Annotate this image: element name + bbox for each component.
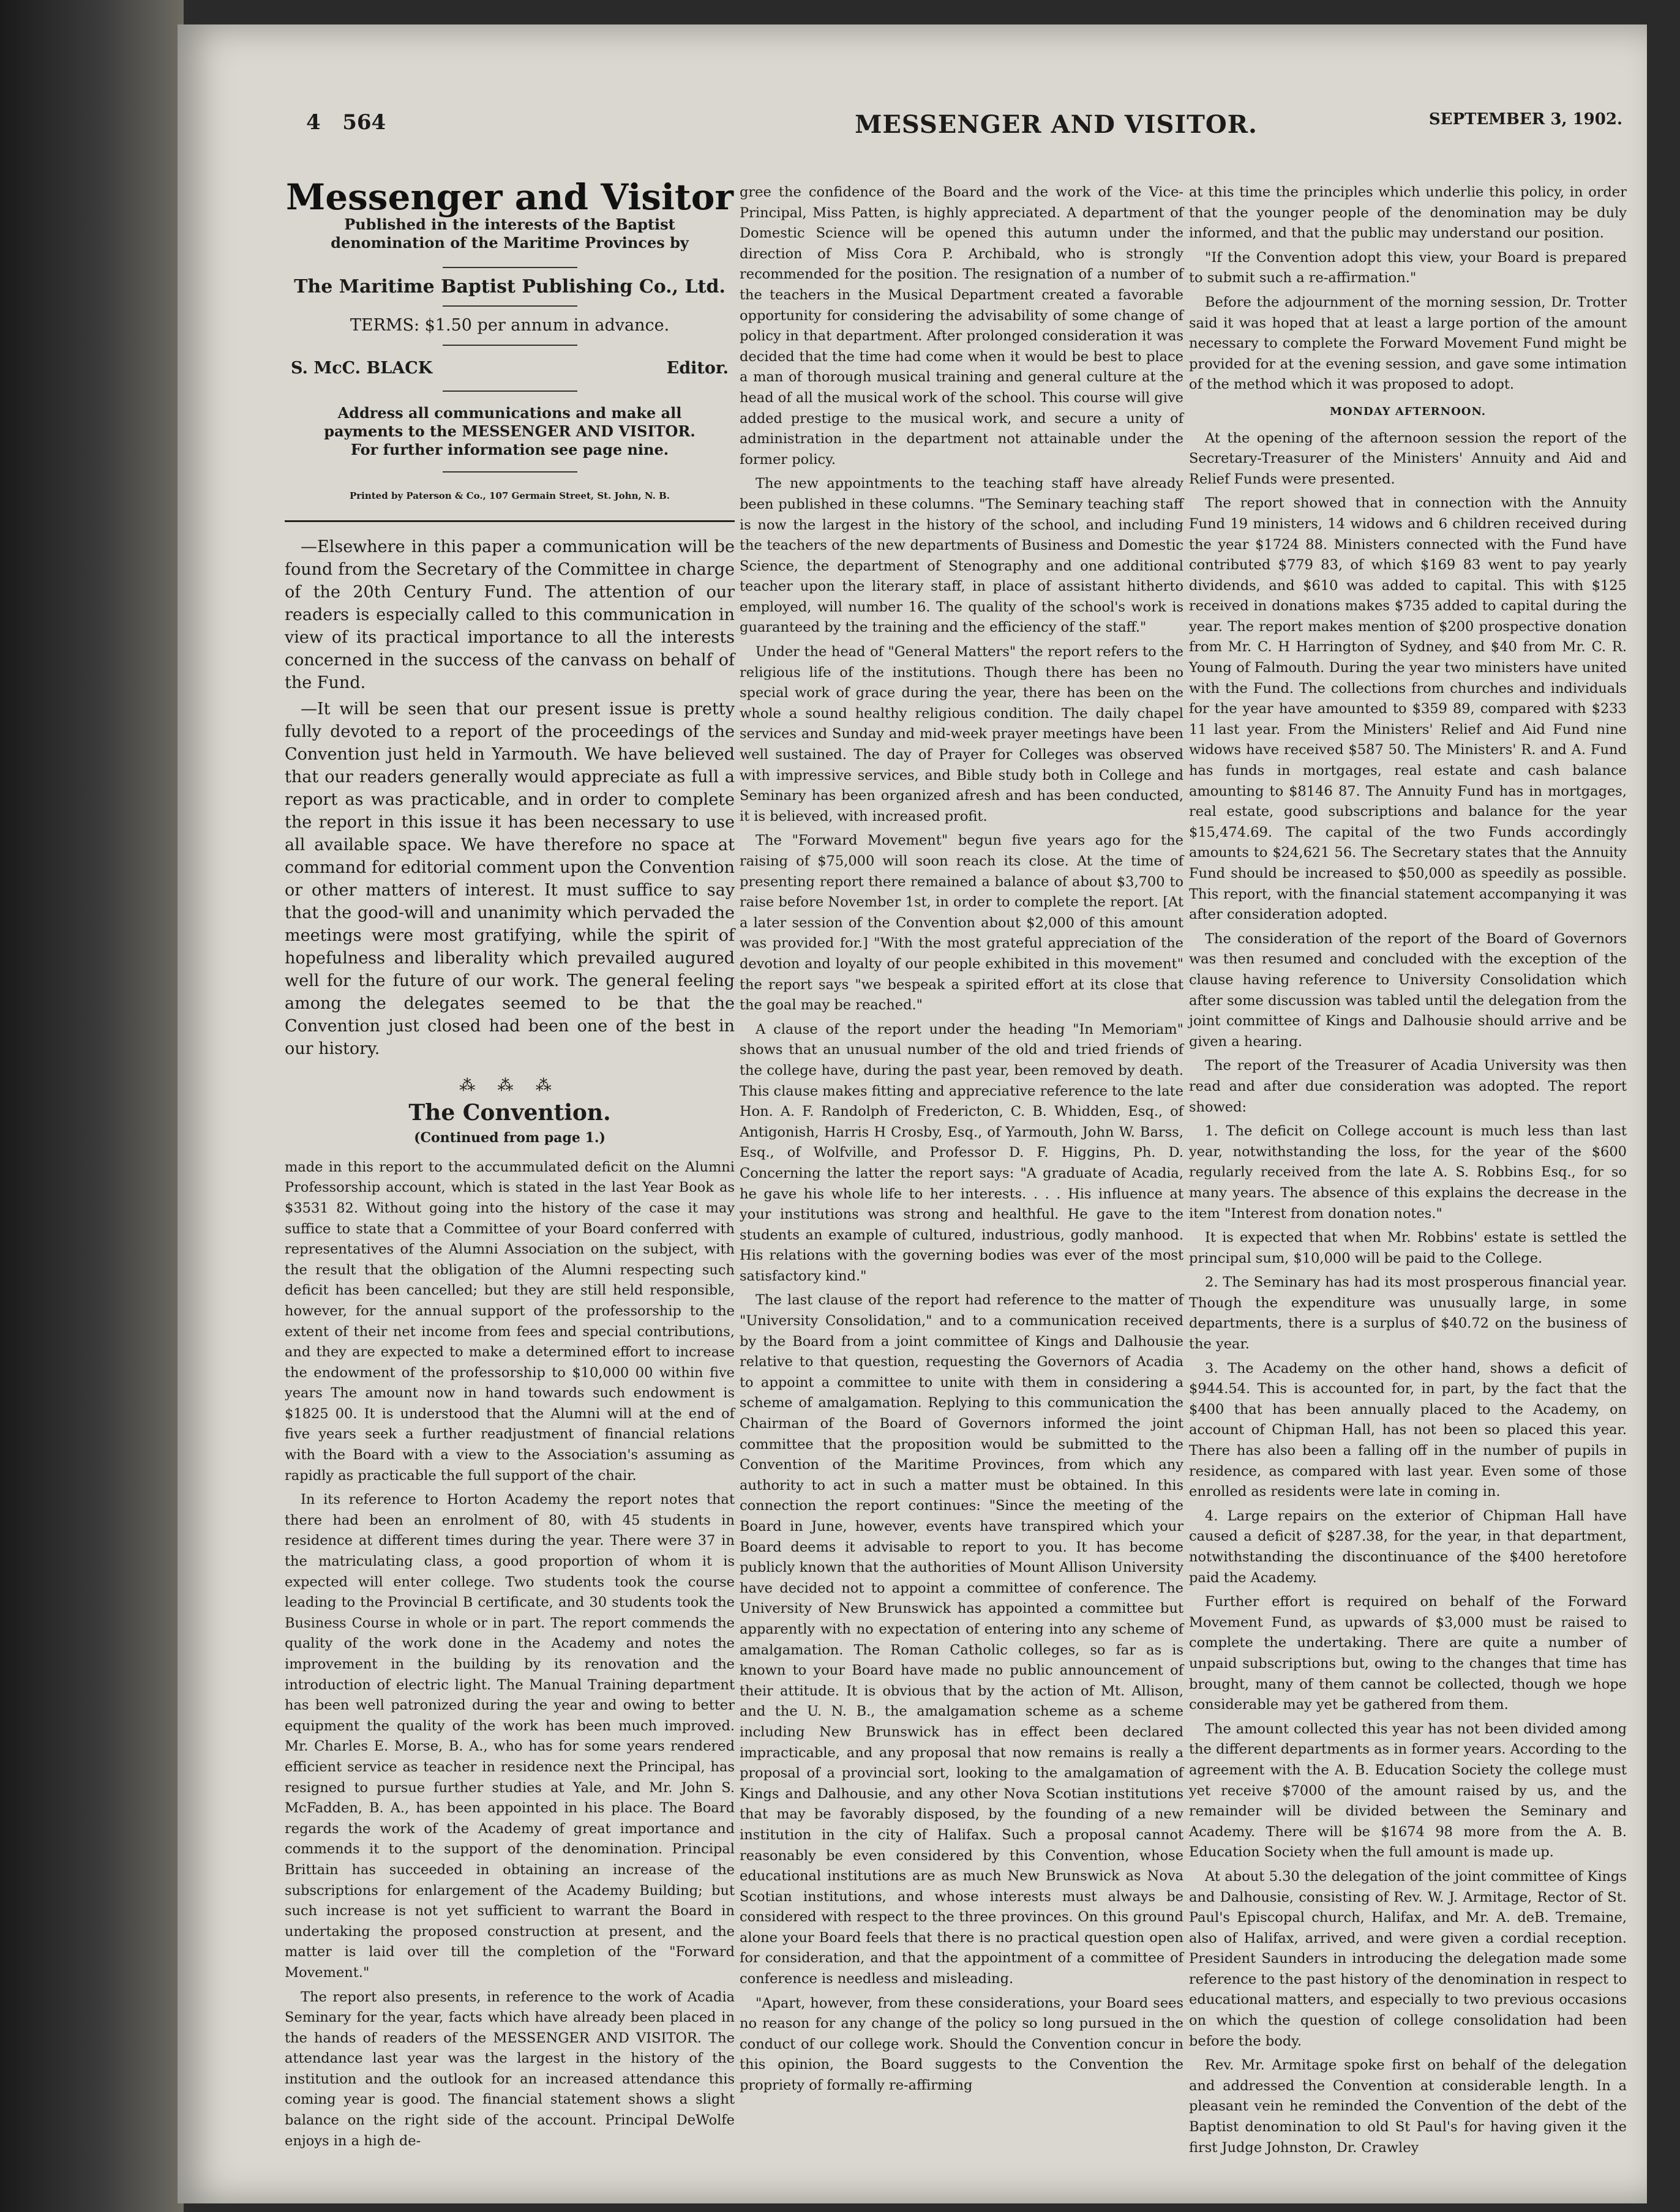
divider xyxy=(443,305,577,307)
article-paragraph: The amount collected this year has not been divided among the different departments as in former years. According to the agreement with the A. B. Education Society the college must yet receive $7000 of the amount raised by us, and the remainder will be divided between the Seminary and Academy. There will be $1674 98 more from the A. B. Education Society when the full amount is made up. xyxy=(1189,1721,1627,1861)
running-title: MESSENGER AND VISITOR. xyxy=(855,110,1258,139)
editorial-paragraph: —It will be seen that our present issue is pretty fully devoted to a report of the proceedings of the Convention just held in Yarmouth. We have believed that our readers generally would appreciate as full a report as was practicable, and in order to complete the report in this issue it has been necessary to use all available space. We have therefore no space at command for editorial comment upon the Convention or other matters of interest. It must suffice to say that the good-will and unanimity which pervaded the meetings were most gratifying, while the spirit of hopefulness and liberality which prevailed augured well for the future of our work. The general feeling among the delegates seemed to be that the Convention just closed had been one of the best in our history. xyxy=(285,699,735,1058)
masthead-title: Messenger and Visitor xyxy=(286,176,733,218)
issue-date: SEPTEMBER 3, 1902. xyxy=(1428,110,1622,129)
editor-line xyxy=(291,358,729,379)
page-number: 4 564 xyxy=(306,110,386,135)
divider xyxy=(443,267,577,268)
report-item: 1. The deficit on College account is much less than last year, notwithstanding the loss, for the year of the $600 regularly received from the late A. S. Robbins Esq., for so many years. The absence of this explains the decrease in the item "Interest from donation notes." xyxy=(1189,1123,1627,1222)
divider xyxy=(285,520,735,522)
report-item: 4. Large repairs on the exterior of Chipman Hall have caused a deficit of $287.38, for the year, in that department, notwithstanding the discontinuance of the $400 heretofore paid the Academy. xyxy=(1189,1508,1627,1586)
article-paragraph: Under the head of "General Matters" the report refers to the religious life of the institutions. Though there has been no special work of grace during the year, there has been on the whole a sound healthy religious condition. The daily chapel services and Sunday and mid-week prayer meetings have been well sustained. The day of Prayer for Colleges was observed with impressive services, and Bible study both in College and Seminary has been organized afresh and has been conducted, it is believed, with increased profit. xyxy=(740,644,1183,824)
editor-title: Editor. xyxy=(666,358,729,378)
address-notice: Address all communications and make all payments to the MESSENGER AND VISITOR. For further information see page nine. xyxy=(303,404,716,459)
article-paragraph: In its reference to Horton Academy the report notes that there had been an enrolment of 80, with 45 students in residence at different times during the year. There were 37 in the matriculating class, a good proportion of whom it is expected will enter college. Two students took the course leading to the Provincial B certificate, and 30 students took the Business Course in whole or in part. The report commends the quality of the work done in the Academy and notes the improvement in the building by its renovation and the introduction of electric light. The Manual Training department has been well patronized during the year and owing to better equipment the quality of the work has been much improved. Mr. Charles E. Morse, B. A., who has for some years rendered efficient service as teacher in residence next the Principal, has resigned to pursue further studies at Yale, and Mr. John S. McFadden, B. A., has been appointed in his place. The Board regards the work of the Academy of great importance and commends it to the support of the denomination. Principal Brittain has succeeded in obtaining an increase of the subscriptions for enlargement of the Academy Building; but such increase is not yet sufficient to warrant the Board in undertaking the proposed construction at present, and the matter is laid over till the completion of the "Forward Movement." xyxy=(285,1492,735,1981)
continued-note: (Continued from page 1.) xyxy=(414,1130,606,1146)
article-paragraph: At about 5.30 the delegation of the joint committee of Kings and Dalhousie, consisting of Rev. W. J. Armitage, Rector of St. Paul's Episcopal church, Halifax, and Mr. A. deB. Tremaine, also of Halifax, arrived, and were given a cordial reception. President Saunders in introducing the delegation made some reference to the past history of the denomination in respect to educational matters, and especially to two previous occasions on which the question of college consolidation had been before the body. xyxy=(1189,1868,1627,2049)
article-paragraph: "If the Convention adopt this view, your Board is prepared to submit such a re-affirmation." xyxy=(1189,249,1627,286)
article-paragraph: The new appointments to the teaching staff have already been published in these columns. "The Seminary teaching staff is now the largest in the history of the school, and including the teachers of the new departments of Business and Domestic Science, the department of Stenography and one additional teacher upon the literary staff, in place of assistant hitherto employed, will number 16. The quality of the school's work is guaranteed by the training and the efficiency of the staff." xyxy=(740,476,1183,636)
article-paragraph: Further effort is required on behalf of the Forward Movement Fund, as upwards of $3,000 must be raised to complete the undertaking. There are quite a number of unpaid subscriptions but, owing to the changes that time has brought, many of them cannot be collected, though we hope considerable may yet be gathered from them. xyxy=(1189,1594,1627,1713)
article-paragraph: Rev. Mr. Armitage spoke first on behalf of the delegation and addressed the Convention at considerable length. In a pleasant vein he reminded the Convention of the debt of the Baptist denomination to old St Paul's for having given it the first Judge Johnston, Dr. Crawley xyxy=(1189,2057,1627,2156)
divider xyxy=(443,345,577,346)
publisher-name: The Maritime Baptist Publishing Co., Ltd. xyxy=(294,275,726,297)
subheading: MONDAY AFTERNOON. xyxy=(1329,405,1487,418)
section-title: The Convention. xyxy=(408,1099,611,1126)
article-paragraph: gree the confidence of the Board and the work of the Vice-Principal, Miss Patten, is highly appreciated. A department of Domestic Science will be opened this autumn under the direction of Miss Cora P. Archibald, who is strongly recommended for the position. The resignation of a number of the teachers in the Musical Department created a favorable opportunity for considering the advisability of some change of policy in that department. After prolonged consideration it was decided that the time had come when it would be best to place a man of thorough musical training and general culture at the head of all the musical work of the school. This course will give added prestige to the musical work, and secure a unity of administration in the department not attainable under the former policy. xyxy=(740,184,1183,468)
divider xyxy=(443,390,577,392)
report-item: 2. The Seminary has had its most prosperous financial year. Though the expenditure was unusually large, in some departments, there is a surplus of $40.72 on the business of the year. xyxy=(1189,1274,1627,1353)
article-paragraph: at this time the principles which underlie this policy, in order that the younger people of the denomination may be duly informed, and that the public may understand our position. xyxy=(1189,184,1627,242)
ornament: ⁂ ⁂ ⁂ xyxy=(459,1076,560,1095)
editorial-paragraph: —Elsewhere in this paper a communication will be found from the Secretary of the Committee in charge of the 20th Century Fund. The attention of our readers is especially called to this communication in view of its practical importance to all the interests concerned in the success of the canvass on behalf of the Fund. xyxy=(285,537,735,692)
article-paragraph: The last clause of the report had reference to the matter of "University Consolidation," and to a communication received by the Board from a joint committee of Kings and Dalhousie relative to that question, requesting the Governors of Acadia to appoint a committee to unite with them in considering a scheme of amalgamation. Replying to this communication the Chairman of the Board of Governors informed the joint committee that the proposition would be submitted to the Convention of the Maritime Provinces, from which any authority to act in such a matter must be obtained. In this connection the report continues: "Since the meeting of the Board in June, however, events have transpired which your Board deems it advisable to report to you. It has become publicly known that the authorities of Mount Allison University have decided not to appoint a committee of conference. The University of New Brunswick has appointed a committee but apparently with no expectation of entering into any scheme of amalgamation. The Roman Catholic colleges, so far as is known to your Board have made no public announcement of their attitude. It is obvious that by the action of Mt. Allison, and the U. N. B., the amalgamation scheme as a scheme including New Brunswick has in effect been declared impracticable, and any proposal that now remains is really a proposal of a provincial sort, looking to the amalgamation of Kings and Dalhousie, and any other Nova Scotian institutions that may be favorably disposed, by the founding of a new institution in the city of Halifax. Such a proposal cannot reasonably be even considered by this Convention, whose educational institutions are as much New Brunswick as Nova Scotian institutions, and whose interests must always be considered with respect to the three provinces. On this ground alone your Board feels that there is no practical question open for consideration, and that the appointment of a committee of conference is needless and misleading. xyxy=(740,1292,1183,1987)
printer-notice: Printed by Paterson & Co., 107 Germain Street, St. John, N. B. xyxy=(349,490,670,502)
article-paragraph: A clause of the report under the heading "In Memoriam" shows that an unusual number of the old and tried friends of the college have, during the past year, been removed by death. This clause makes fitting and appreciative reference to the late Hon. A. F. Randolph of Fredericton, C. B. Whidden, Esq., of Antigonish, Harris H Crosby, Esq., of Yarmouth, John W. Barss, Esq., of Wolfville, and Professor D. F. Higgins, Ph. D. Concerning the latter the report says: "A graduate of Acadia, he gave his whole life to her interests. . . . His influence at your institutions was strong and healthful. He gave to the students an example of cultured, industrious, godly manhood. His relations with the governing bodies was ever of the most satisfactory kind." xyxy=(740,1021,1183,1284)
editor-name: S. McC. BLACK xyxy=(291,358,433,378)
article-paragraph: The report showed that in connection with the Annuity Fund 19 ministers, 14 widows and 6 children received during the year $1724 88. Ministers connected with the Fund have contributed $779 83, of which $169 83 went to pay yearly dividends, and $610 was added to capital. This with $125 received in donations makes $735 added to capital during the year. The report makes mention of $200 prospective donation from Mr. C. H Harrington of Sydney, and $40 from Mr. C. R. Young of Falmouth. During the year two ministers have united with the Fund. The collections from churches and individuals for the year have amounted to $359 89, compared with $233 11 last year. From the Ministers' Relief and Aid Fund nine widows have received $587 50. The Ministers' R. and A. Fund has funds in mortgages, real estate and cash balance amounting to $8146 87. The Annuity Fund has in mortgages, real estate, good subscriptions and balance for the year $15,474.69. The capital of the two Funds accordingly amounts to $24,621 56. The Secretary states that the Annuity Fund should be increased to $50,000 as speedily as possible. This report, with the financial statement accompanying it was after consideration adopted. xyxy=(1189,495,1627,923)
masthead-published: Published in the interests of the Baptist denomination of the Maritime Provinces by xyxy=(331,215,689,252)
report-item: 3. The Academy on the other hand, shows a deficit of $944.54. This is accounted for, in part, by the fact that the $400 that has been annually placed to the Academy, on account of Chipman Hall, has not been so placed this year. There has also been a falling off in the number of pupils in residence, as compared with last year. Even some of those enrolled as residents were late in coming in. xyxy=(1189,1360,1627,1500)
article-paragraph: The report of the Treasurer of Acadia University was then read and after due consideration was adopted. The report showed: xyxy=(1189,1058,1627,1115)
article-paragraph: The report also presents, in reference to the work of Acadia Seminary for the year, facts which have already been placed in the hands of readers of the MESSENGER AND VISITOR. The attendance last year was the largest in the history of the institution and the outlook for an increased attendance this coming year is good. The financial statement shows a slight balance on the right side of the account. Principal DeWolfe enjoys in a high de- xyxy=(285,1989,735,2149)
article-paragraph: made in this report to the accummulated deficit on the Alumni Professorship account, which is stated in the last Year Book as $3531 82. Without going into the history of the case it may suffice to state that a Committee of your Board conferred with representatives of the Alumni Association on the subject, with the result that the obligation of the Alumni respecting such deficit has been cancelled; but they are still held responsible, however, for the annual support of the professorship to the extent of their net income from fees and special contributions, and they are expected to make a determined effort to increase the endowment of the professorship to $10,000 00 within five years The amount now in hand towards such endowment is $1825 00. It is understood that the Alumni will at the end of five years seek a further readjustment of financial relations with the Board with a view to the Association's assuming as rapidly as practicable the full support of the chair. xyxy=(285,1159,735,1484)
column-2 xyxy=(740,182,1183,2100)
info-notice: For further information see page nine. xyxy=(350,441,669,459)
article-paragraph: At the opening of the afternoon session the report of the Secretary-Treasurer of the Ministers' Annuity and Aid and Relief Funds were presented. xyxy=(1189,430,1627,487)
column-1 xyxy=(285,176,735,2155)
newspaper-page xyxy=(178,24,1647,2203)
article-paragraph: Before the adjournment of the morning session, Dr. Trotter said it was hoped that at least a large portion of the amount necessary to complete the Forward Movement Fund might be provided for at the evening session, and gave some intimation of the method which it was proposed to adopt. xyxy=(1189,294,1627,393)
article-paragraph: The consideration of the report of the Board of Governors was then resumed and concluded with the exception of the clause having reference to University Consolidation which after some discussion was tabled until the delegation from the joint committee of Kings and Dalhousie should arrive and be given a hearing. xyxy=(1189,930,1627,1050)
scan-edge xyxy=(0,0,184,2212)
divider xyxy=(443,471,577,473)
column-3 xyxy=(1189,182,1627,2162)
article-paragraph: It is expected that when Mr. Robbins' estate is settled the principal sum, $10,000 will be paid to the College. xyxy=(1189,1230,1627,1266)
article-paragraph: "Apart, however, from these considerations, your Board sees no reason for any change of the policy so long pursued in the conduct of our college work. Should the Convention concur in this opinion, the Board suggests to the Convention the propriety of formally re-affirming xyxy=(740,1995,1183,2094)
article-paragraph: The "Forward Movement" begun five years ago for the raising of $75,000 will soon reach its close. At the time of presenting report there remained a balance of about $3,700 to raise before November 1st, in order to complete the report. [At a later session of the Convention about $2,000 of this amount was provided for.] "With the most grateful appreciation of the devotion and loyalty of our people exhibited in this movement" the report says "we bespeak a spirited effort at its close that the goal may be reached." xyxy=(740,832,1183,1014)
subscription-terms: TERMS: $1.50 per annum in advance. xyxy=(350,316,670,335)
